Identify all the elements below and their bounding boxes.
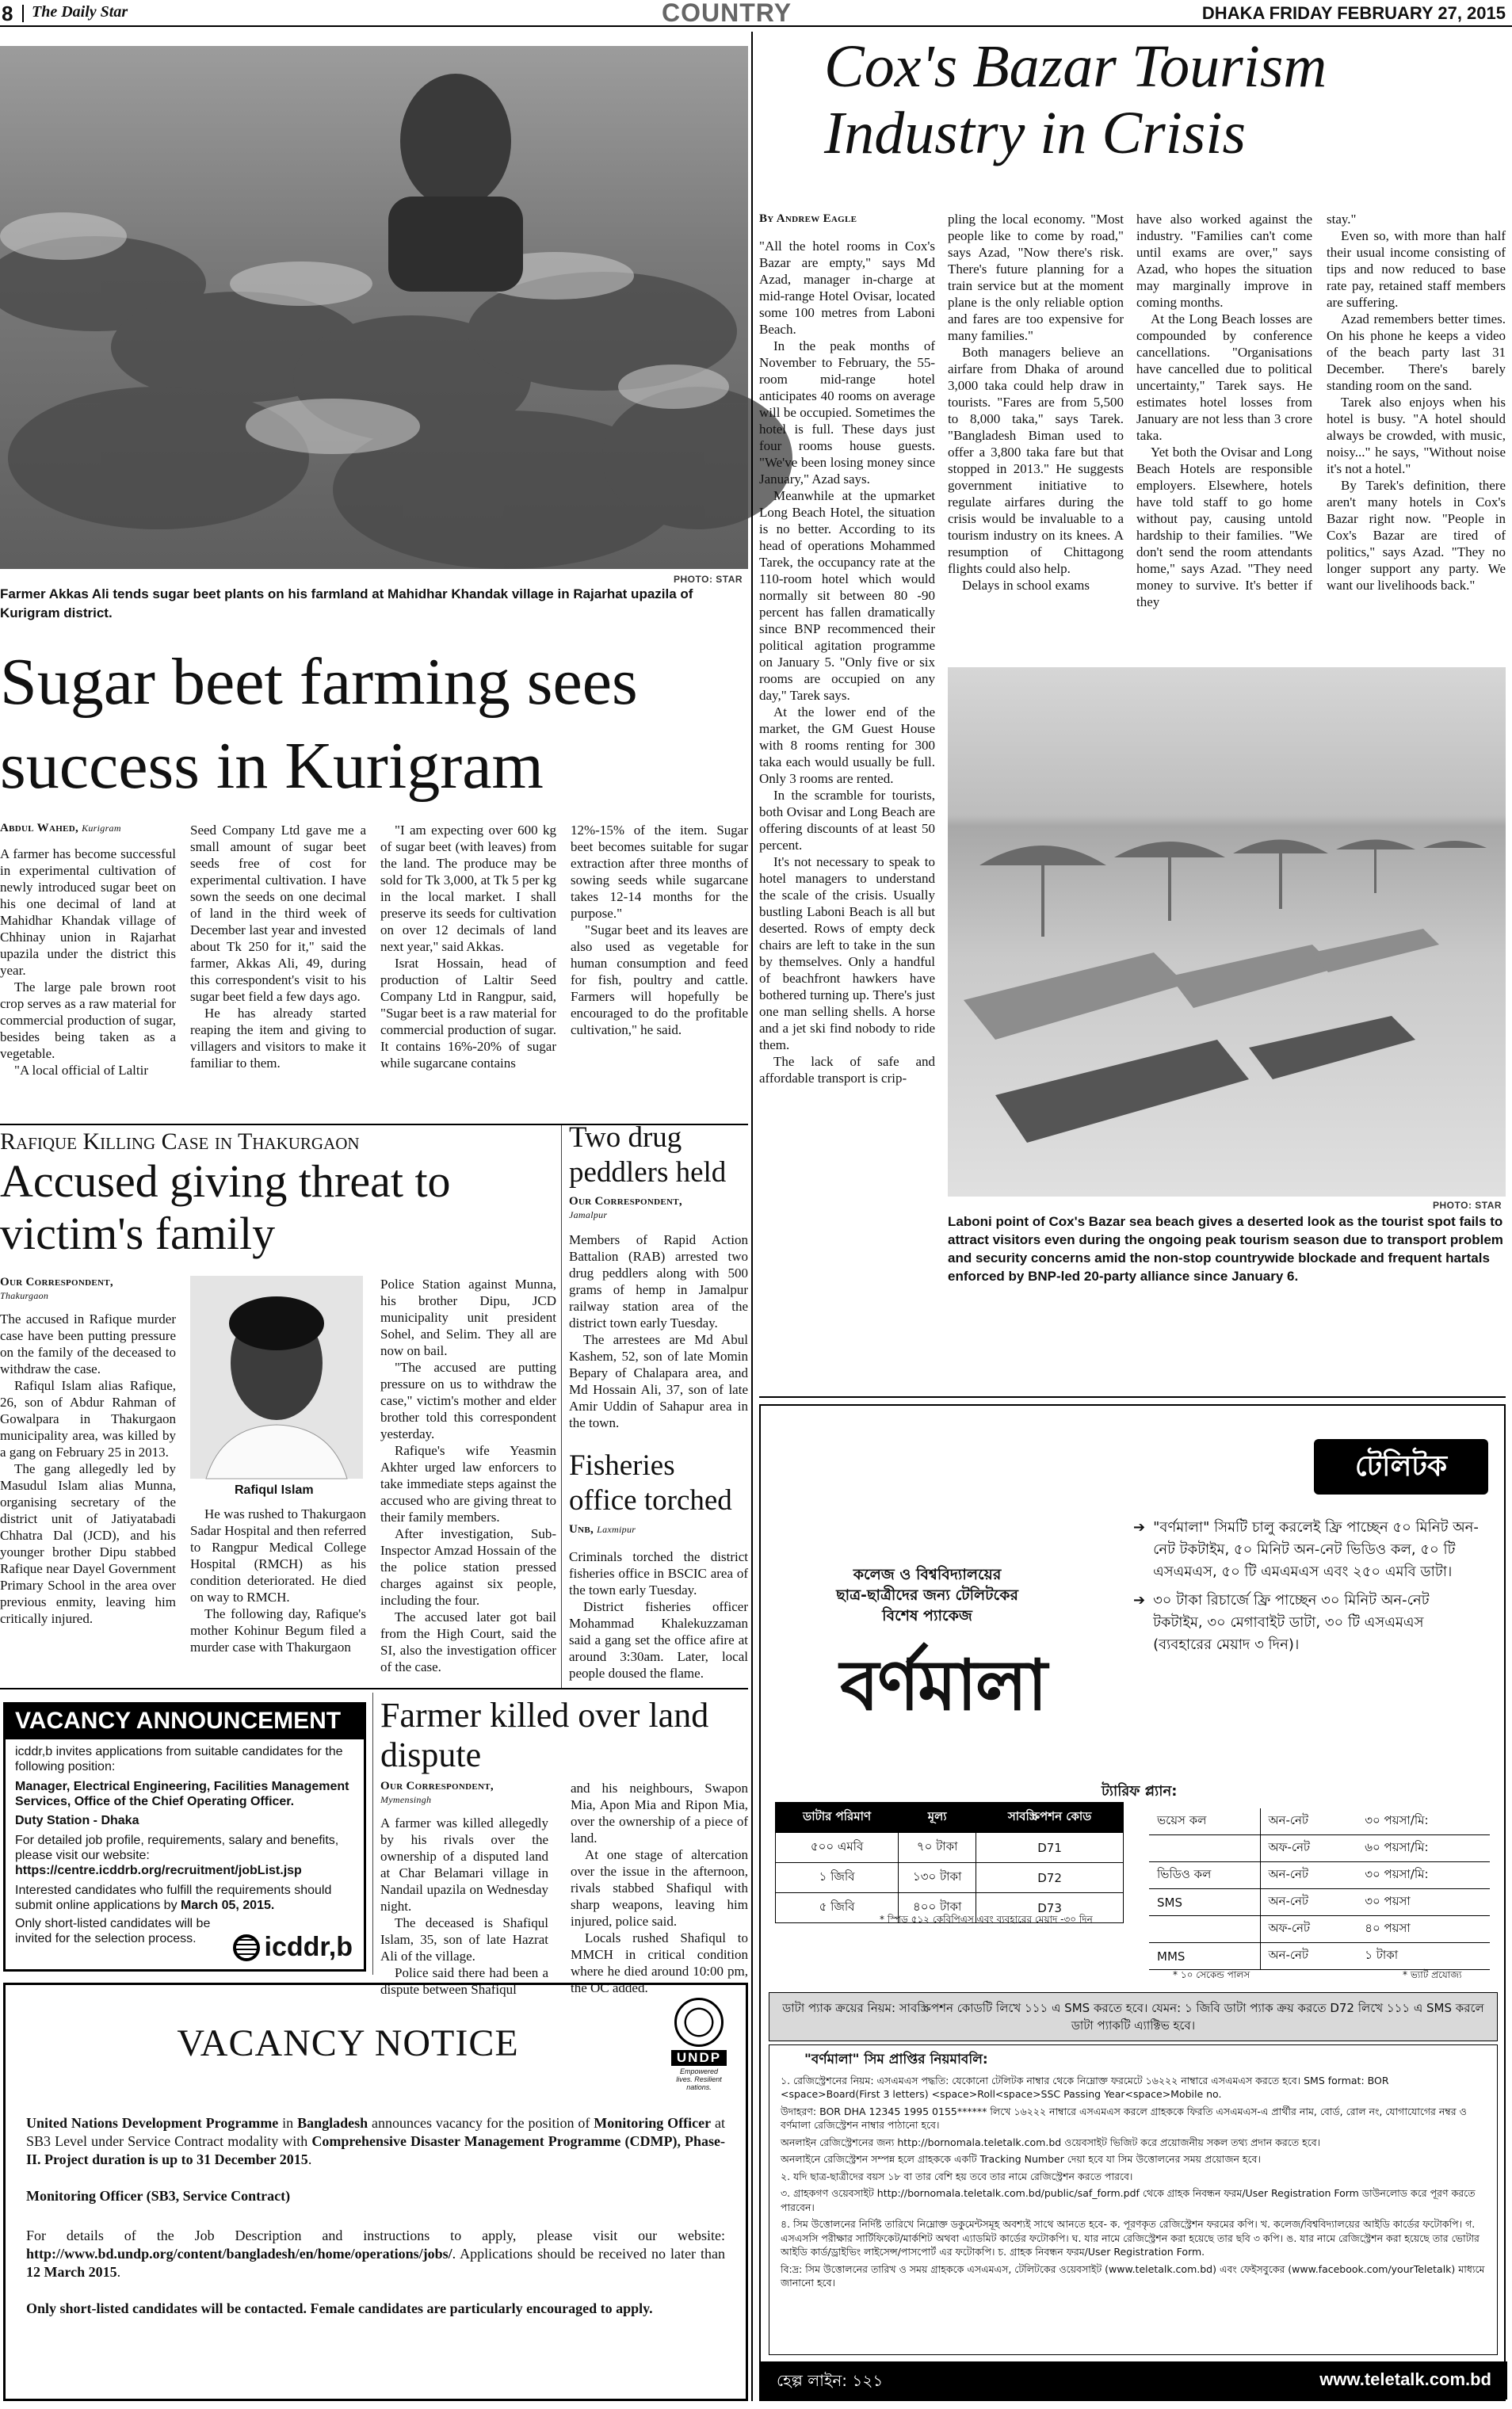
sugar-beet-illustration (0, 46, 748, 569)
icddrb-vacancy-ad (3, 1702, 366, 1972)
table-row (1149, 1835, 1490, 1862)
tariff-note-pulse: * ১০ সেকেন্ড পালস (1173, 1969, 1250, 1980)
table-cell: ভয়েস কল (1149, 1808, 1260, 1835)
rule-item: অনলাইন রেজিস্ট্রেশনের জন্য http://bornomala.teletalk.com.bd ওয়েবসাইট ভিজিট করে প্রয়োজনীয় সকল তথ্য প্রদান করতে হবে। (781, 2136, 1321, 2148)
table-cell: ৪০ পয়সা (1365, 1921, 1411, 1935)
details-text: For detailed job profile, requirements, salary and benefits, please visit our website: (15, 1834, 339, 1862)
table-cell: অন-নেট (1268, 1948, 1309, 1962)
undp-ad-footer: Only short-listed candidates will be contacted. Female candidates are particularly encouraged to apply. (26, 2300, 653, 2316)
drug-peddlers-byline (569, 1195, 748, 1222)
undp-ad-title: VACANCY NOTICE (177, 2022, 519, 2064)
tagline-line: কলেজ ও বিশ্ববিদ্যালয়ের (853, 1566, 1002, 1583)
paragraph: Locals rushed Shafiqul to MMCH in critical condition where he died around 10:00 pm, the OC added. (571, 1930, 748, 1995)
tagline-line: বিশেষ প্যাকেজ (882, 1607, 972, 1624)
rafiqul-islam-photo (190, 1276, 363, 1479)
farmer-killed-headline: Farmer killed over land dispute (380, 1696, 709, 1774)
table-cell: ৩০ পয়সা (1365, 1894, 1411, 1908)
rule-item: অনলাইনে রেজিস্ট্রেশন সম্পন্ন হলে গ্রাহককে একটি Tracking Number দেয়া হবে যা সিম উত্তোলনের সময় প্রয়োজন হবে। (781, 2153, 1261, 2165)
coxs-bazar-col-1 (759, 238, 935, 1395)
teletalk-footer (761, 2361, 1507, 2399)
icddrb-ad-duty-station: Duty Station - Dhaka (15, 1814, 139, 1827)
data-pack-table (775, 1802, 1124, 1923)
table-cell: D73 (976, 1893, 1124, 1923)
paragraph: Seed Company Ltd gave me a small amount of sugar beet seeds free of cost for experimental cultivation. I have sown the seeds on one decimal of land in the third week of December last year and invested about Tk 250 for it," said the farmer, Akkas Ali, 49, during this correspondent's visit to his sugar beet field a few days ago. (190, 823, 366, 1004)
deadline-date: March 05, 2015. (181, 1899, 275, 1912)
paragraph: have also worked against the industry. "Families can't come until exams are over," says Azad, who hopes the situation may marginally improve in coming months. (1136, 212, 1312, 310)
column-header: মূল্য (899, 1803, 976, 1833)
byline-author: Unb, (569, 1523, 594, 1536)
sugar-beet-photo-credit: PHOTO: STAR (674, 574, 743, 585)
paper-name: The Daily Star (32, 3, 128, 21)
text: announces vacancy for the position of (368, 2115, 594, 2131)
byline-author: Our Correspondent, (569, 1195, 682, 1208)
teletalk-campaign-logo: বর্ণমালা (840, 1644, 1046, 1726)
text: For details of the Job Description and instructions to apply, please visit our website: (26, 2228, 725, 2243)
paragraph: Azad remembers better times. On his phone he keeps a video of the beach party last 31 December. There's barely standing room on the sand. (1327, 311, 1506, 393)
paragraph: The gang allegedly led by Masudul Islam alias Munna, organising secretary of the district unit of Jatiyatabadi Chhatra Dal (JCD), and his younger brother Dipu stabbed Rafique near Dayel Government Primary School in the area over previous enmity, leaving him critically injured. (0, 1461, 176, 1626)
data-pack-buy-rule: ডাটা প্যাক ক্রয়ের নিয়ম: সাবস্ক্রিপশন কোডটি লিখে ১১১ এ SMS করতে হবে। যেমন: ১ জিবি ডাটা প্যাক ক্রয় করতে D72 লিখে ১১১ এ SMS করলে ডাটা প্যাকটি এ্যাক্টিভ হবে। (769, 1992, 1498, 2041)
paragraph: A farmer was killed allegedly by his rivals over the ownership of a disputed land at Char Belamari village in Nandail upazila on Wednesday night. (380, 1815, 548, 1914)
paragraph: "All the hotel rooms in Cox's Bazar are empty," says Md Azad, manager in-charge at mid-range Hotel Ovisar, located some 100 metres from Laboni Beach. (759, 239, 935, 337)
country: Bangladesh (297, 2115, 368, 2131)
byline-author: Our Correspondent, (0, 1276, 113, 1288)
thakurgaon-col-3 (380, 1276, 556, 1683)
rule-item: ১. রেজিস্ট্রেশনের নিয়ম: এসএমএস পদ্ধতি: যেকোনো টেলিটক নাম্বার থেকে নিম্নোক্ত ফরমেটে ১৬২২২ নাম্বারে এসএমএস করতে হবে। SMS format: BOR <space>Board(First 3 letters) <space>Roll<space>SSC Passing Year<space>Mobile no. (781, 2074, 1389, 2100)
paragraph: By Tarek's definition, there aren't many hotels in Cox's Bazar right now. "People in Cox's Bazar are tired of politics," says Azad. "They no longer support any party. We want our livelihoods back." (1327, 478, 1506, 593)
icddrb-logo (233, 1932, 353, 1963)
paragraph: Israt Hossain, head of production of Laltir Seed Company Ltd in Rangpur, said, "Sugar beet is a raw material for commercial production of sugar. It contains 16%-20% of sugar while sugarcane contains (380, 956, 556, 1071)
table-cell: ১৩০ টাকা (899, 1863, 976, 1893)
undp-website-link[interactable]: http://www.bd.undp.org/content/bangladesh/en/home/operations/jobs/ (26, 2246, 452, 2262)
icddrb-website-link[interactable]: https://centre.icddrb.org/recruitment/jobList.jsp (15, 1864, 302, 1877)
table-row (1149, 1808, 1490, 1835)
beach-umbrellas-illustration (948, 667, 1506, 1197)
section-title: COUNTRY (662, 0, 792, 27)
paragraph: After investigation, Sub-Inspector Amzad Hossain of the the police station pressed charges against six people, including the four. (380, 1526, 556, 1608)
coxs-bazar-byline: By Andrew Eagle (759, 212, 857, 225)
teletalk-website-link[interactable]: www.teletalk.com.bd (1319, 2369, 1491, 2389)
paragraph: Yet both the Ovisar and Long Beach Hotels are responsible employers. Elsewhere, hotels have told staff to go home without pay, causing untold hardship to their families. "We don't send the room attendants home," says Azad. "They need money to survive. It's better if they (1136, 445, 1312, 609)
undp-ad-position: Monitoring Officer (SB3, Service Contract) (26, 2188, 291, 2204)
table-row (776, 1833, 1124, 1863)
masthead-divider (22, 5, 24, 22)
sugar-beet-col-4 (571, 822, 748, 1119)
logo-text: icddr,b (264, 1932, 353, 1962)
paragraph: At one stage of altercation over the issue in the afternoon, rivals stabbed Shafiqul with sharp weapons, leaving him injured, police said. (571, 1847, 748, 1929)
table-cell: ১ টাকা (1365, 1948, 1399, 1962)
byline-place: Laxmipur (597, 1524, 636, 1535)
icddrb-ad-deadline (6, 1878, 364, 1913)
deadline-date: 12 March 2015 (26, 2264, 117, 2280)
paragraph: He has already started reaping the item and giving to villagers and visitors to make it familiar to them. (190, 1006, 366, 1071)
farmer-killed-col-2 (571, 1780, 748, 1995)
paragraph: "I am expecting over 600 kg of sugar beet (with leaves) from the land. The produce may be sold for Tk 3,000, at Tk 5 per kg in the local market. I shall preserve its seeds for cultivation on over 12 decimals of land next year," said Akkas. (380, 823, 556, 954)
paragraph: Meanwhile at the upmarket Long Beach Hotel, the situation is no better. According to its head of operations Mohammed Tarek, the occupancy rate at the 110-room hotel which would normally sit between 80 -90 percent has fallen dramatically since BNP recommenced their political agitation programme on January 5. "Only five or six rooms are occupied on any day," Tarek says. (759, 488, 935, 703)
paragraph: Rafique's wife Yeasmin Akhter urged law enforcers to take immediate steps against the accused who are giving threat to their family members. (380, 1443, 556, 1525)
headline-line: Cox's Bazar Tourism (824, 33, 1327, 100)
table-cell: ৫০০ এমবি (776, 1833, 899, 1863)
undp-emblem-icon (674, 1998, 724, 2047)
column-rule (372, 1693, 373, 1975)
coxs-bazar-headline (824, 33, 1506, 166)
beach-photo (948, 667, 1506, 1197)
paragraph: "The accused are putting pressure on us to withdraw the case," victim's mother and elder brother told this correspondent yesterday. (380, 1360, 556, 1441)
rules-title: "বর্ণমালা" সিম প্রাপ্তির নিয়মাবলি: (804, 2052, 988, 2067)
paragraph: In the scramble for tourists, both Ovisar and Long Beach are offering discounts of at least 50 percent. (759, 788, 935, 853)
paragraph: It's not necessary to speak to hotel managers to understand the scale of the crisis. Usually bustling Laboni Beach is all but deserted. Rows of empty deck chairs are left to take in the sun by themselves. Only a handful of beachfront hawkers have bothered turning up. There's just one man selling shells. A horse and a jet ski find nobody to ride them. (759, 854, 935, 1052)
teletalk-ad (759, 1404, 1506, 2401)
table-cell: ৫ জিবি (776, 1893, 899, 1923)
thakurgaon-kicker: Rafique Killing Case in Thakurgaon (0, 1128, 360, 1155)
coxs-bazar-col-3 (1136, 211, 1312, 662)
fisheries-byline (569, 1523, 748, 1537)
sugar-beet-col-1 (0, 846, 176, 1119)
portrait-illustration (190, 1276, 363, 1479)
sugar-beet-col-3 (380, 822, 556, 1119)
paragraph: A farmer has become successful in experimental cultivation of newly introduced sugar beet on his one decimal of land at Mahidhar Khandak village of Chhinay union in Rajarhat upazila under the district this year. (0, 846, 176, 978)
paragraph: District fisheries officer Mohammad Khalekuzzaman said a gang set the office afire at around 3:30am. Later, local people doused the flame. (569, 1599, 748, 1681)
dateline: DHAKA FRIDAY FEBRUARY 27, 2015 (1201, 3, 1506, 23)
undp-ad-details: For details of the Job Description and instructions to apply, please visit our website: http://www.bd.undp.org/content/bangladesh/en/home/operations/jobs/. Applications should be received no later than 12 March 2015. (26, 2228, 725, 2280)
table-cell: ১ জিবি (776, 1863, 899, 1893)
sugar-beet-col-2 (190, 822, 366, 1119)
sim-rules-box (769, 2044, 1498, 2355)
paragraph: 12%-15% of the item. Sugar beet becomes suitable for sugar extraction after three months of sowing seeds while sugarcane takes 12-14 months for the purpose." (571, 823, 748, 921)
column-header: সাবস্ক্রিপশন কোড (976, 1803, 1124, 1833)
paragraph: Members of Rapid Action Battalion (RAB) arrested two drug peddlers along with 500 grams of hemp in Jamalpur railway station area of the district town early Tuesday. (569, 1232, 748, 1330)
thakurgaon-headline: Accused giving threat to victim's family (0, 1155, 451, 1259)
byline-author: Our Correspondent, (380, 1780, 494, 1792)
rules-footer-note: বি:দ্র: সিম উত্তোলনের তারিখ ও সময় গ্রাহককে এসএমএস, টেলিটকের ওয়েবসাইট (www.teletalk.com.bd) এবং ফেইসবুকের (www.facebook.com/yourTeletalk) মাধ্যমে জানানো হবে। (781, 2262, 1485, 2289)
rule-item: ৪. সিম উত্তোলনের নির্দিষ্ট তারিখে নিম্নোক্ত ডকুমেন্টসমূহ অবশ্যই সাথে আনতে হবে- ক. পূরণকৃত রেজিস্ট্রেশন ফরমের কপি। খ. কলেজ/বিশ্ববিদ্যালয়ের আইডি কার্ডের ফটোকপি। গ. এসএসসি পরীক্ষার সার্টিফিকেট/মার্কশিট অথবা এ্যাডমিট কার্ডের ফটোকপি। ঘ. যার নামে রেজিস্ট্রেশন করা হয়েছে তার ছবি ৩ কপি। ঙ. যার নামে রেজিস্ট্রেশন করা হয়েছে তার ভোটার আইডি কার্ড/ড্রাইভিং লাইসেন্স/পাসপোর্ট এর ফটোকপি। চ. গ্রাহক নিবন্ধন ফরম/User Registration Form. (781, 2218, 1480, 2258)
sugar-beet-caption: Farmer Akkas Ali tends sugar beet plants on his farmland at Mahidhar Khandak village in Rajarhat upazila of Kurigram district. (0, 586, 693, 620)
table-cell: D71 (976, 1833, 1124, 1863)
table-cell (1149, 1835, 1260, 1862)
table-cell: অফ-নেট (1268, 1840, 1311, 1854)
thakurgaon-byline (0, 1276, 182, 1303)
tariff-title: ট্যারিফ প্ল্যান: (1102, 1783, 1178, 1800)
text: at SB3 Level under Service Contract modality with (26, 2115, 725, 2149)
position-name: Monitoring Officer (594, 2115, 712, 2131)
paragraph: Both managers believe an airfare from Dhaka of around 3,000 taka could help draw in tourists. "Fares are from 5,500 to 8,000 taka," says Tarek. "Bangladesh Biman used to offer a 3,800 taka fare but that stopped in 2013." He suggests government initiative to regulate airfares during the crisis would be invaluable to a tourism industry on its knees. A resumption of Chittagong flights could also help. (948, 345, 1124, 576)
farmer-killed-byline (380, 1780, 555, 1807)
column-rule (561, 1125, 562, 1688)
helpline: হেল্প লাইন: ১২১ (777, 2371, 884, 2390)
fisheries-body (569, 1548, 748, 1683)
table-row (776, 1863, 1124, 1893)
paragraph: The deceased is Shafiqul Islam, 35, son of late Hazrat Ali of the village. (380, 1915, 548, 1964)
teletalk-brand: টেলিটক (1314, 1439, 1488, 1495)
text: in (278, 2115, 298, 2131)
table-cell (1149, 1916, 1260, 1943)
paragraph: The accused in Rafique murder case have been putting pressure on the family of the deceased to withdraw the case. (0, 1311, 176, 1376)
offer-item (1133, 1590, 1482, 1656)
undp-logo (671, 1998, 727, 2091)
thakurgaon-col-2 (190, 1506, 366, 1683)
table-cell: MMS (1149, 1943, 1260, 1970)
paragraph: At the lower end of the market, the GM Guest House with 8 rooms renting for 300 taka each would usually be full. Only 3 rooms are rented. (759, 704, 935, 786)
masthead (0, 0, 1512, 27)
byline-place: Jamalpur (569, 1209, 608, 1220)
deadline-text: Interested candidates who fulfill the requirements should submit online applications by (15, 1884, 332, 1912)
table-cell: D72 (976, 1863, 1124, 1893)
paragraph: pling the local economy. "Most people like to come by road," says Azad, "Now there's risk. There's future planning for a train service but at the moment plane is the only reliable option and fares are too expensive for many families." (948, 212, 1124, 343)
paragraph: In the peak months of November to February, the 55-room mid-range hotel anticipates 40 rooms on average will be occupied. Sometimes the hotel is full. These days just four rooms house guests. "We've been losing money since January," Azad says. (759, 338, 935, 487)
drug-peddlers-body (569, 1231, 748, 1447)
icddrb-ad-shortlist: Only short-listed candidates will be invited for the selection process. (15, 1917, 211, 1945)
paragraph: The arrestees are Md Abul Kashem, 52, son of late Momin Bepary of Chalapara area, and Md Hossain Ali, 37, son of late Amir Uddin of Sahapur area in the town. (569, 1332, 748, 1430)
table-cell: অফ-নেট (1268, 1921, 1311, 1935)
coxs-bazar-col-4 (1327, 211, 1506, 662)
rule-item: ২. যদি ছাত্র-ছাত্রীদের বয়স ১৮ বা তার বেশি হয় তবে তার নামে রেজিস্ট্রেশন করতে পারবে। (781, 2170, 1133, 2182)
column-rule (751, 32, 753, 2401)
paragraph: Tarek also enjoys when his hotel is busy. "A hotel should always be crowded, with music, noisy..." he says, "Without noise it's not a hotel." (1327, 395, 1506, 476)
farmer-killed-col-1 (380, 1815, 548, 1997)
sugar-beet-headline: Sugar beet farming sees success in Kurigram (0, 645, 638, 803)
table-cell: ৩০ পয়সা/মি: (1365, 1867, 1429, 1881)
teletalk-tagline (761, 1564, 1094, 1626)
drug-peddlers-headline: Two drug peddlers held (569, 1121, 727, 1189)
table-cell: অন-নেট (1268, 1867, 1309, 1881)
data-pack-note: * স্পিড ৫১২ কেবিপিএস এবং ব্যবহারের মেয়াদ -৩০ দিন (880, 1914, 1093, 1925)
beach-photo-credit: PHOTO: STAR (1433, 1200, 1502, 1211)
byline-place: Mymensingh (380, 1794, 432, 1805)
byline-author: Abdul Wahed, (0, 822, 79, 834)
undp-logo-sub: Empowered lives. Resilient nations. (676, 2067, 722, 2091)
page-number: 8 (2, 2, 13, 25)
paragraph: and his neighbours, Swapon Mia, Apon Mia and Ripon Mia, over the ownership of a piece of land. (571, 1781, 748, 1846)
table-cell: ৭০ টাকা (899, 1833, 976, 1863)
undp-name: United Nations Development Programme (26, 2115, 279, 2131)
undp-logo-text: UNDP (671, 2050, 727, 2066)
globe-icon (233, 1934, 260, 1961)
paragraph: Criminals torched the district fisheries office in BSCIC area of the town early Tuesday. (569, 1549, 748, 1598)
icddrb-ad-position: Manager, Electrical Engineering, Facilities Management Services, Office of the Chief Operating Officer. (15, 1780, 349, 1808)
divider (0, 1688, 748, 1689)
table-cell: ৩০ পয়সা/মি: (1365, 1813, 1429, 1827)
paragraph: The large pale brown root crop serves as a raw material for commercial production of sugar, besides being taken as a vegetable. (0, 979, 176, 1061)
paragraph: Rafiqul Islam alias Rafique, 26, son of Abdur Rahman of Gowalpara in Thakurgaon municipality area, was killed by a gang on February 25 in 2013. (0, 1378, 176, 1460)
headline-line: Industry in Crisis (824, 100, 1247, 166)
paragraph: stay." (1327, 212, 1357, 227)
tagline-line: ছাত্র-ছাত্রীদের জন্য টেলিটকের (836, 1586, 1018, 1604)
paragraph: The lack of safe and affordable transport is crip- (759, 1054, 935, 1086)
table-cell: ৬০ পয়সা/মি: (1365, 1840, 1429, 1854)
table-cell: SMS (1149, 1889, 1260, 1916)
table-cell: ৪০০ টাকা (899, 1893, 976, 1923)
paragraph: He was rushed to Thakurgaon Sadar Hospital and then referred to Rangpur Medical College Hospital (RMCH) as his condition deteriorated. He died on way to RMCH. (190, 1506, 366, 1605)
offer-text: ৩০ টাকা রিচার্জে ফ্রি পাচ্ছেন ৩০ মিনিট অন-নেট টকটাইম, ৩০ মেগাবাইট ডাটা, ৩০ টি এসএমএস (ব্যবহারের মেয়াদ ৩ দিন)। (1153, 1592, 1430, 1653)
programme-name: Comprehensive Disaster Management Programme (CDMP), Phase-II. Project duration is up to 31 December 2015 (26, 2133, 725, 2167)
sugar-beet-photo (0, 46, 748, 569)
table-row (1149, 1889, 1490, 1916)
table-cell: অন-নেট (1268, 1813, 1309, 1827)
tariff-note-vat: * ভ্যাট প্রযোজ্য (1403, 1969, 1462, 1980)
coxs-bazar-col-2 (948, 211, 1124, 662)
rule-item: উদাহরণ: BOR DHA 12345 1995 0155****** লিখে ১৬২২২ নাম্বারে এসএমএস করলে গ্রাহককে ফিরতি এসএমএস-এ প্রার্থীর নাম, বোর্ড, রোল নং, যোগাযোগের নম্বর ও বর্ণমালা রেজিস্ট্রেশন নাম্বার পাঠানো হবে। (781, 2105, 1467, 2131)
byline-place: Kurigram (82, 823, 121, 834)
paragraph: Police said there had been a dispute between Shafiqul (380, 1965, 548, 1997)
icddrb-ad-details (6, 1828, 364, 1878)
table-row (1149, 1943, 1490, 1970)
table-row (1149, 1862, 1490, 1889)
undp-ad-intro: United Nations Development Programme in Bangladesh announces vacancy for the position of Monitoring Officer at SB3 Level under Service Contract modality with Comprehensive Disaster Management Programme (CDMP), Phase-II. Project duration is up to 31 December 2015. (26, 2115, 725, 2167)
paragraph: The following day, Rafique's mother Kohinur Begum filed a murder case with Thakurgaon (190, 1606, 366, 1655)
offer-text: "বর্ণমালা" সিমটি চালু করলেই ফ্রি পাচ্ছেন ৫০ মিনিট অন-নেট টকটাইম, ৫০ মিনিট অন-নেট ভিডিও কল, ৫০ টি এসএমএস, ৫০ টি এমএমএস এবং ২৫০ এমবি ডাটা। (1153, 1519, 1479, 1580)
fisheries-headline: Fisheries office torched (569, 1449, 732, 1517)
icddrb-ad-title: VACANCY ANNOUNCEMENT (6, 1705, 364, 1739)
paragraph: The accused later got bail from the High Court, said the SI, also the investigation officer of the case. (380, 1609, 556, 1674)
arrow-icon: ➔ (1133, 1592, 1146, 1609)
paragraph: Even so, with more than half their usual income consisting of tips and now reduced to base rate pay, retained staff members are suffering. (1327, 228, 1506, 310)
teletalk-offers (1133, 1517, 1482, 1656)
paragraph: "Sugar beet and its leaves are also used as vegetable for human consumption and feed for fish, poultry and cattle. Farmers will hopefully be encouraged to do the profitable cultivation," he said. (571, 922, 748, 1037)
byline-place: Thakurgaon (0, 1290, 49, 1301)
column-header: ডাটার পরিমাণ (776, 1803, 899, 1833)
arrow-icon: ➔ (1133, 1519, 1146, 1536)
paragraph: Police Station against Munna, his brother Dipu, JCD municipality unit president Sohel, and Selim. They all are now on bail. (380, 1277, 556, 1358)
beach-photo-caption: Laboni point of Cox's Bazar sea beach gives a deserted look as the tourist spot fails to attract visitors even during the ongoing peak tourism season due to transport problem and security concerns amid the non-stop countrywide blockade and frequent hartals enforced by BNP-led 20-party alliance since January 6. (948, 1214, 1503, 1284)
thakurgaon-col-1 (0, 1311, 176, 1683)
sugar-beet-byline (0, 822, 121, 835)
tariff-table (1149, 1808, 1490, 1970)
rafiqul-islam-caption: Rafiqul Islam (235, 1483, 314, 1497)
paragraph: Delays in school exams (962, 578, 1090, 593)
paragraph: At the Long Beach losses are compounded by conference cancellations. "Organisations have cancelled due to political uncertainty," Tarek says. He estimates hotel losses from January are not less than 3 crore taka. (1136, 311, 1312, 443)
table-cell: ভিডিও কল (1149, 1862, 1260, 1889)
icddrb-ad-intro: icddr,b invites applications from suitable candidates for the following position: (15, 1745, 343, 1773)
table-header-row (776, 1803, 1124, 1833)
paragraph: "A local official of Laltir (14, 1063, 149, 1078)
text: . Applications should be received no later than (452, 2246, 725, 2262)
offer-item (1133, 1517, 1482, 1583)
undp-vacancy-ad (3, 1983, 748, 2401)
table-cell: অন-নেট (1268, 1894, 1309, 1908)
divider (759, 1396, 1506, 1398)
rule-item: ৩. গ্রাহকগণ ওয়েবসাইট http://bornomala.teletalk.com.bd/public/saf_form.pdf থেকে গ্রাহক নিবন্ধন ফরম/User Registration Form ডাউনলোড করে পূরণ করতে পারবেন। (781, 2187, 1476, 2213)
table-row (1149, 1916, 1490, 1943)
